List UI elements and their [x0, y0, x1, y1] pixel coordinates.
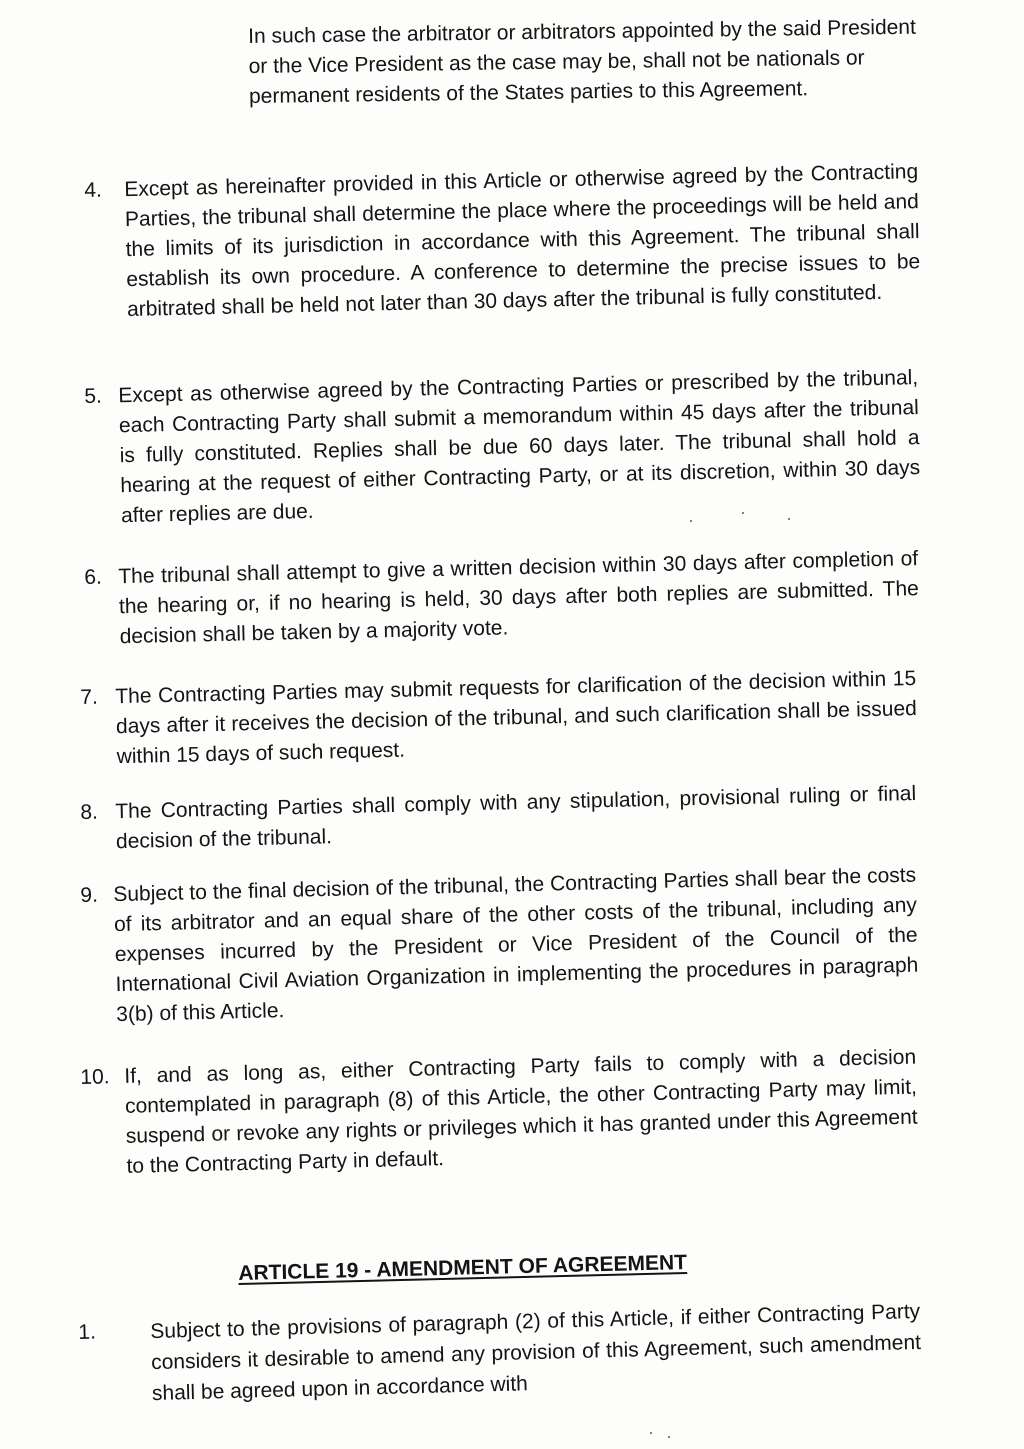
paragraph-5 [84, 363, 921, 532]
paragraph-text: The tribunal shall attempt to give a written decision within 30 days after completion of the hearing or, if no hearing is held, 30 days after both replies are submitted. The decision shall be taken by a majority vote. [118, 547, 920, 649]
paragraph-7 [80, 664, 918, 773]
article-heading: ARTICLE 19 - AMENDMENT OF AGREEMENT [238, 1251, 688, 1285]
paragraph-6 [84, 544, 920, 653]
paragraph-text: The Contracting Parties shall comply with any stipulation, provisional ruling or final decision of the tribunal. [115, 782, 917, 854]
intro-paragraph: In such case the arbitrator or arbitrators appointed by the said President or the Vice President as the case may be, shall not be nationals or permanent residents of the States parties to this Agreement. [248, 15, 917, 108]
scan-speck [690, 520, 692, 522]
paragraph-number: 7. [80, 685, 99, 709]
scan-speck [742, 512, 744, 514]
scan-speck [668, 1436, 670, 1438]
scan-speck [788, 518, 790, 520]
paragraph-number: 4. [84, 178, 103, 202]
paragraph-text: Subject to the provisions of paragraph (2) of this Article, if either Contracting Party considers it desirable to amend any provision of this Agreement, such amendment shall be agreed upon in accordance with [150, 1299, 922, 1406]
paragraph-number: 9. [80, 883, 99, 907]
paragraph-number: 6. [84, 565, 103, 589]
paragraph-9 [80, 861, 919, 1031]
paragraph-10 [80, 1043, 919, 1183]
paragraph-number: 10. [80, 1065, 110, 1089]
paragraph-text: The Contracting Parties may submit requests for clarification of the decision within 15 days after it receives the decision of the tribunal, and such clarification shall be issued within 15 days of such request. [115, 667, 918, 769]
article-paragraph-1 [78, 1296, 922, 1411]
paragraph-text: Subject to the final decision of the tribunal, the Contracting Parties shall bear the costs of its arbitrator and an equal share of the other costs of the tribunal, including any expenses incurred by the President or Vice President of the Council of the International Civil Aviation Organization in implementing the procedures in paragraph 3(b) of this Article. [113, 863, 919, 1027]
paragraph-8 [80, 779, 917, 858]
paragraph-number: 5. [84, 384, 103, 408]
paragraph-4 [84, 157, 921, 326]
scan-speck [650, 1432, 652, 1434]
paragraph-number: 1. [78, 1320, 97, 1344]
paragraph-text: If, and as long as, either Contracting Party fails to comply with a decision contemplated in paragraph (8) of this Article, the other Contracting Party may limit, suspend or revoke any rights or privileges which it has granted under this Agreement to the Contracting Party in default. [124, 1045, 918, 1178]
paragraph-number: 8. [80, 800, 99, 824]
paragraph-text: Except as hereinafter provided in this Article or otherwise agreed by the Contracting Parties, the tribunal shall determine the place where the proceedings will be held and the limits of its jurisdiction in accordance with this Agreement. The tribunal shall establish its own procedure. A conference to determine the precise issues to be arbitrated shall be held not later than 30 days after the tribunal is fully constituted. [124, 160, 921, 322]
paragraph-text: Except as otherwise agreed by the Contracting Parties or prescribed by the tribunal, each Contracting Party shall submit a memorandum within 45 days after the tribunal is fully constituted. Replies shall be due 60 days later. The tribunal shall hold a hearing at the request of either Contracting Party, or at its discretion, within 30 days after replies are due. [118, 366, 921, 528]
